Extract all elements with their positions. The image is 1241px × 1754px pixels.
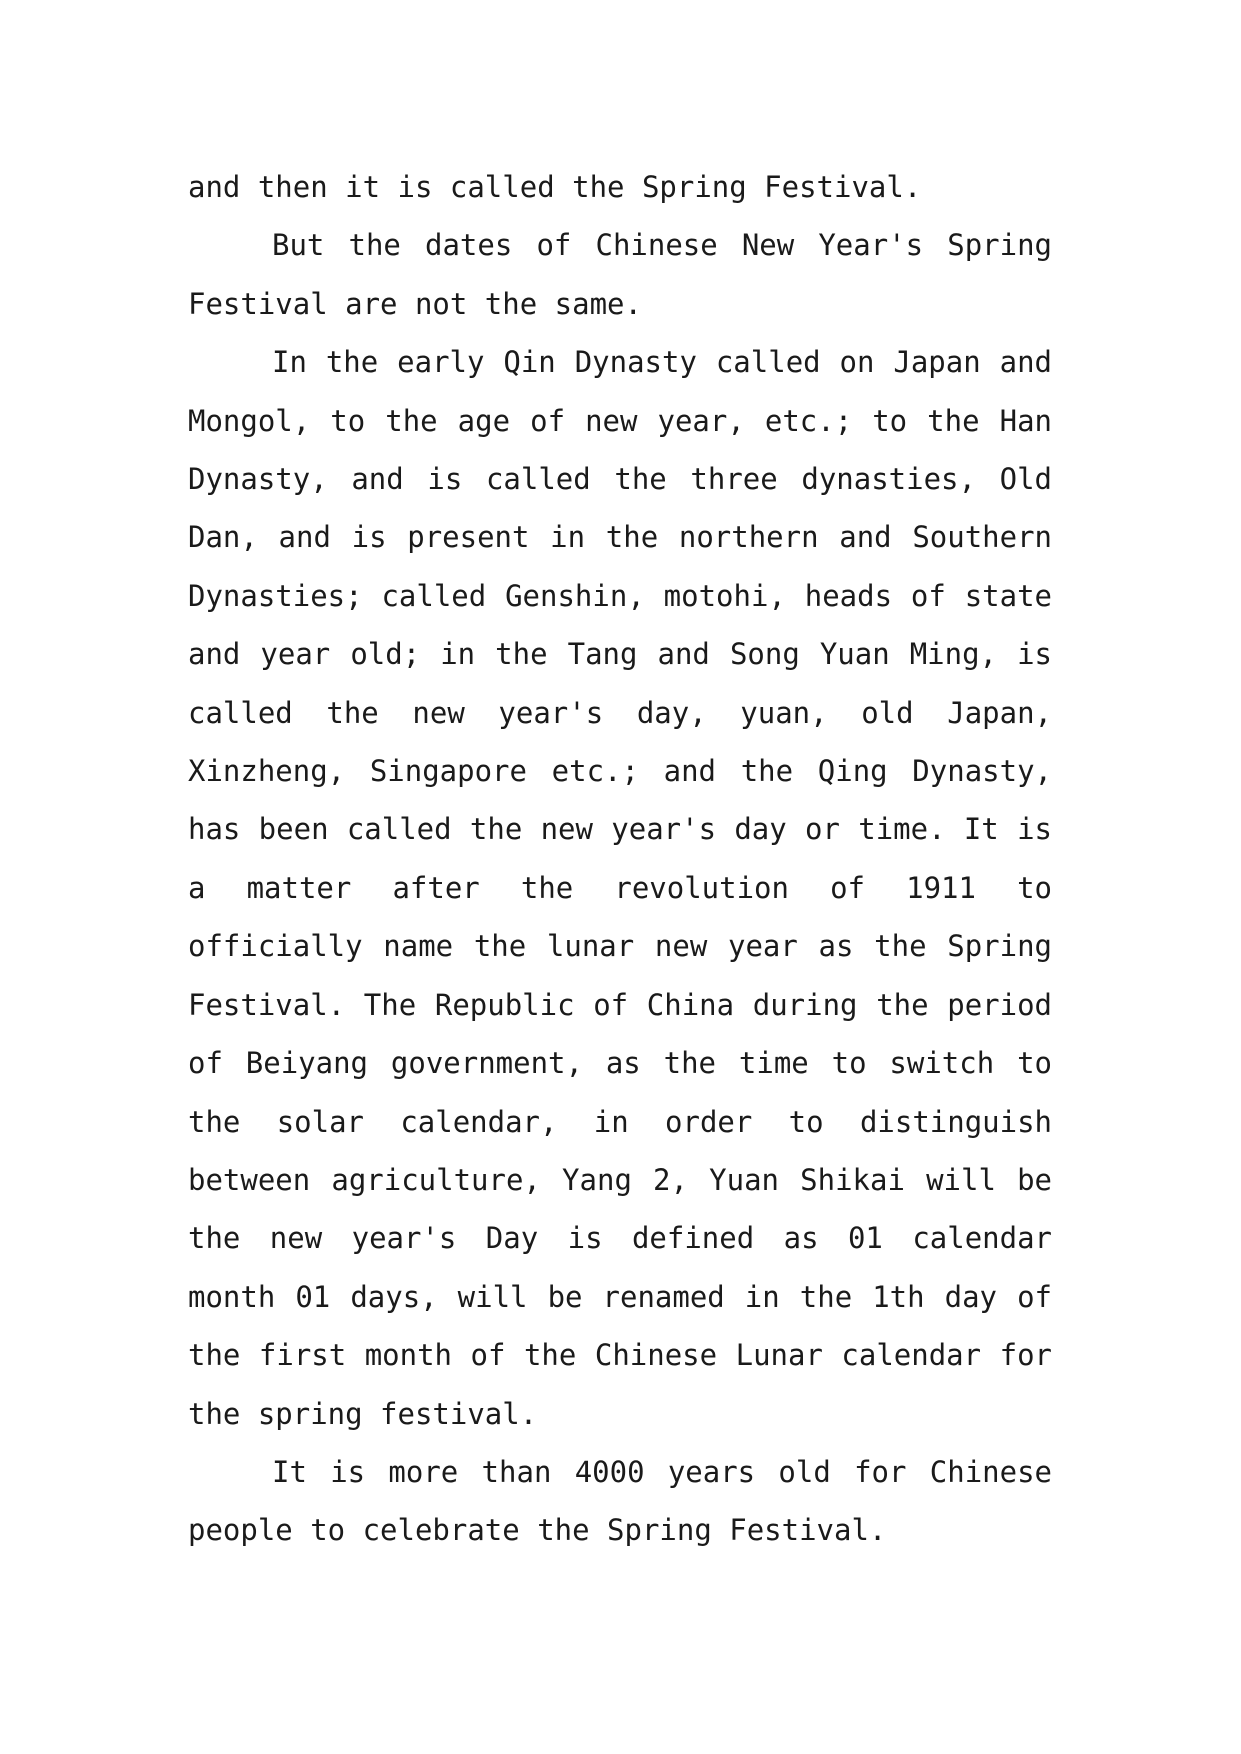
paragraph-1: and then it is called the Spring Festival. [188,170,922,204]
paragraph-3: In the early Qin Dynasty called on Japan and Mongol, to the age of new year, etc.; to the Han Dynasty, and is called the three dynasties, Old Dan, and is present in the northern and Southern Dynasties; called Genshin, motohi, heads of state and year old; in the Tang and Song Yuan Ming, is called the new year's day, yuan, old Japan, Xinzheng, Singapore etc.; and the Qing Dynasty, has been called the new year's day or time. It is a matter after the revolution of 1911 to officially name the lunar new year as the Spring Festival. The Republic of China during the period of Beiyang government, as the time to switch to the solar calendar, in order to distinguish between agriculture, Yang 2, Yuan Shikai will be the new year's Day is defined as 01 calendar month 01 days, will be renamed in the 1th day of the first month of the Chinese Lunar calendar for the spring festival. [188,345,1052,1431]
paragraph-2: But the dates of Chinese New Year's Spring Festival are not the same. [188,228,1052,321]
document-body [188,158,1052,1560]
paragraph-4: It is more than 4000 years old for Chinese people to celebrate the Spring Festival. [188,1454,1052,1548]
